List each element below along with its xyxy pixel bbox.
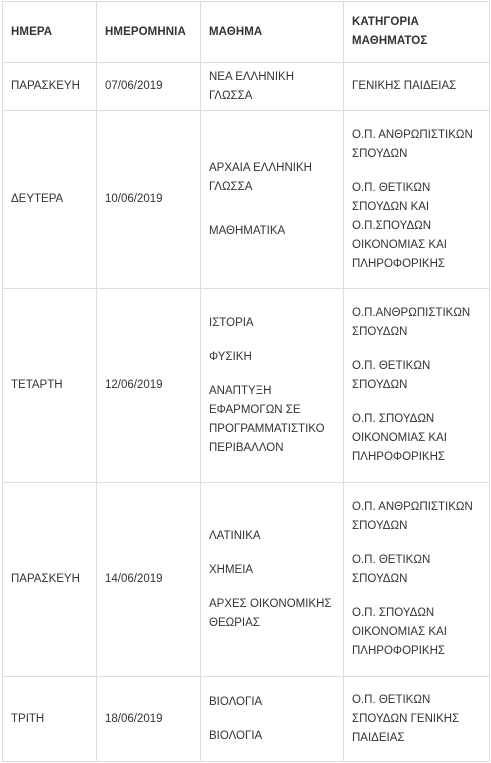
subject-cell [201,677,344,762]
header-date: ΗΜΕΡΟΜΗΝΙΑ [97,2,201,63]
table-row [3,111,490,289]
subject-text: ΝΕΑ ΕΛΛΗΝΙΚΗ ΓΛΩΣΣΑ [209,70,295,102]
subject-cell [201,289,344,483]
table-row [3,483,490,677]
category-text: Ο.Π.ΑΝΘΡΩΠΙΣΤΙΚΩΝ ΣΠΟΥΔΩΝ [352,307,471,338]
category-text: Ο.Π. ΘΕΤΙΚΩΝ ΣΠΟΥΔΩΝ [352,554,431,585]
category-cell [344,677,490,762]
day-cell: ΔΕΥΤΕΡΑ [3,111,97,289]
subject-cell [201,483,344,677]
subject-text: ΙΣΤΟΡΙΑ [209,316,254,329]
day-cell: ΤΕΤΑΡΤΗ [3,289,97,483]
date-cell: 10/06/2019 [97,111,201,289]
category-text: Ο.Π. ΘΕΤΙΚΩΝ ΣΠΟΥΔΩΝ ΚΑΙ Ο.Π.ΣΠΟΥΔΩΝ ΟΙΚΟΝΟΜΙΑΣ ΚΑΙ ΠΛΗΡΟΦΟΡΙΚΗΣ [352,181,447,270]
subject-text: ΦΥΣΙΚΗ [209,350,252,363]
subject-text: ΒΙΟΛΟΓΙΑ [209,695,263,708]
table-row [3,677,490,762]
exam-schedule-table [2,1,490,762]
category-text: Ο.Π. ΑΝΘΡΩΠΙΣΤΙΚΩΝ ΣΠΟΥΔΩΝ [352,501,473,532]
subject-text: ΛΑΤΙΝΙΚΑ [209,529,261,542]
day-cell: ΠΑΡΑΣΚΕΥΗ [3,63,97,111]
table-row [3,289,490,483]
category-cell [344,483,490,677]
category-cell [344,111,490,289]
day-cell: ΠΑΡΑΣΚΕΥΗ [3,483,97,677]
category-text: ΓΕΝΙΚΗΣ ΠΑΙΔΕΙΑΣ [352,80,457,92]
category-text: Ο.Π. ΘΕΤΙΚΩΝ ΣΠΟΥΔΩΝ [352,360,431,391]
header-category: ΚΑΤΗΓΟΡΙΑ ΜΑΘΗΜΑΤΟΣ [344,2,490,63]
subject-text: ΒΙΟΛΟΓΙΑ [209,729,263,742]
subject-text: ΑΝΑΠΤΥΞΗ ΕΦΑΡΜΟΓΩΝ ΣΕ ΠΡΟΓΡΑΜΜΑΤΙΣΤΙΚΟ ΠΕΡΙΒΑΛΛΟΝ [209,384,325,454]
category-text: Ο.Π. ΑΝΘΡΩΠΙΣΤΙΚΩΝ ΣΠΟΥΔΩΝ [352,128,473,160]
category-cell [344,289,490,483]
category-text: Ο.Π. ΘΕΤΙΚΩΝ ΣΠΟΥΔΩΝ ΓΕΝΙΚΗΣ ΠΑΙΔΕΙΑΣ [352,693,460,744]
header-day: ΗΜΕΡΑ [3,2,97,63]
date-cell: 12/06/2019 [97,289,201,483]
table-row [3,63,490,111]
table-header-row [3,2,490,63]
subject-text: ΜΑΘΗΜΑΤΙΚΑ [209,224,286,237]
subject-cell [201,111,344,289]
header-subject: ΜΑΘΗΜΑ [201,2,344,63]
category-text: Ο.Π. ΣΠΟΥΔΩΝ ΟΙΚΟΝΟΜΙΑΣ ΚΑΙ ΠΛΗΡΟΦΟΡΙΚΗΣ [352,607,447,657]
date-cell: 07/06/2019 [97,63,201,111]
date-cell: 18/06/2019 [97,677,201,762]
subject-text: ΑΡΧΕΣ ΟΙΚΟΝΟΜΙΚΗΣ ΘΕΩΡΙΑΣ [209,597,332,629]
subject-text: ΑΡΧΑΙΑ ΕΛΛΗΝΙΚΗ ΓΛΩΣΣΑ [209,161,312,193]
date-cell: 14/06/2019 [97,483,201,677]
category-text: Ο.Π. ΣΠΟΥΔΩΝ ΟΙΚΟΝΟΜΙΑΣ ΚΑΙ ΠΛΗΡΟΦΟΡΙΚΗΣ [352,413,447,463]
day-cell: ΤΡΙΤΗ [3,677,97,762]
category-cell [344,63,490,111]
subject-text: ΧΗΜΕΙΑ [209,563,254,576]
subject-cell [201,63,344,111]
